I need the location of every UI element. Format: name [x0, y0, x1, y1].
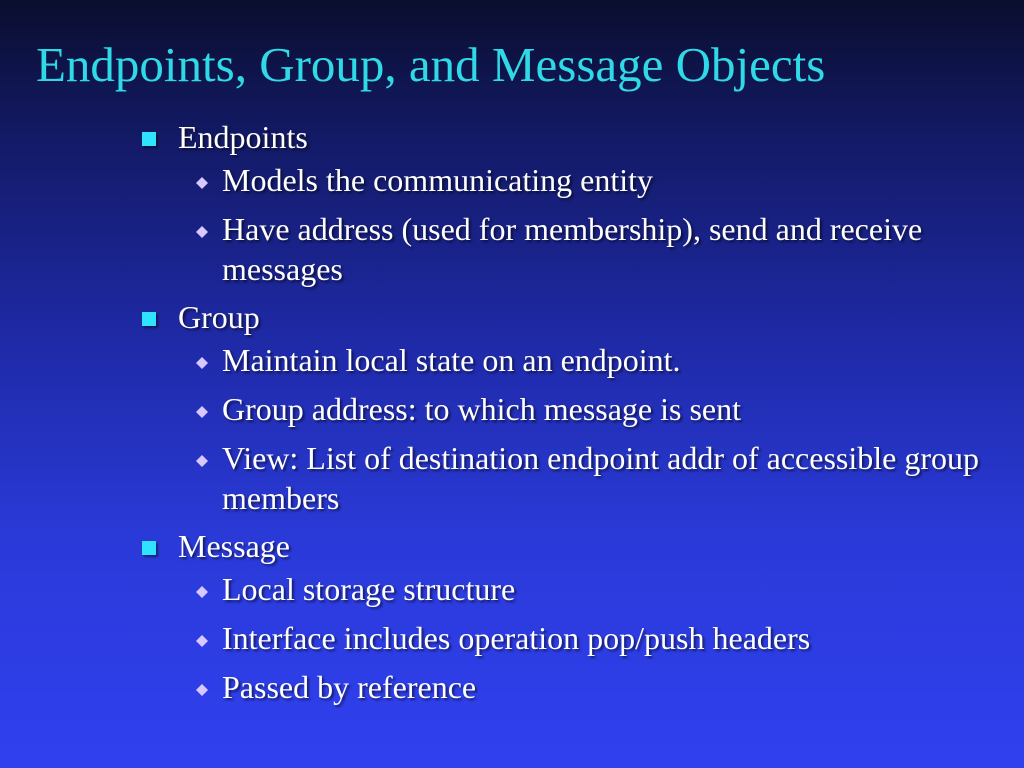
bullet-list — [140, 118, 1000, 716]
sub-bullet-text: Have address (used for membership), send and receive messages — [222, 211, 923, 287]
sub-bullet — [140, 389, 1000, 429]
sub-bullet — [140, 438, 1000, 518]
bullet-text: Message — [178, 528, 290, 564]
diamond-bullet-icon — [196, 177, 208, 189]
sub-bullet — [140, 209, 1000, 289]
bullet-message — [140, 527, 1000, 565]
square-bullet-icon — [142, 312, 156, 326]
sub-bullet — [140, 340, 1000, 380]
sub-bullet — [140, 569, 1000, 609]
sub-bullet — [140, 160, 1000, 200]
sub-bullet — [140, 667, 1000, 707]
sub-bullet-text: Passed by reference — [222, 669, 477, 705]
sub-bullet-text: Group address: to which message is sent — [222, 391, 742, 427]
square-bullet-icon — [142, 541, 156, 555]
diamond-bullet-icon — [196, 357, 208, 369]
slide-title: Endpoints, Group, and Message Objects — [36, 37, 826, 92]
diamond-bullet-icon — [196, 635, 208, 647]
diamond-bullet-icon — [196, 406, 208, 418]
diamond-bullet-icon — [196, 684, 208, 696]
sub-bullet — [140, 618, 1000, 658]
diamond-bullet-icon — [196, 586, 208, 598]
sub-bullet-text: Local storage structure — [222, 571, 516, 607]
bullet-group — [140, 298, 1000, 336]
square-bullet-icon — [142, 132, 156, 146]
sub-bullet-text: Interface includes operation pop/push headers — [222, 620, 811, 656]
diamond-bullet-icon — [196, 455, 208, 467]
sub-bullet-text: Models the communicating entity — [222, 162, 654, 198]
bullet-text: Group — [178, 299, 260, 335]
bullet-endpoints — [140, 118, 1000, 156]
sub-bullet-text: View: List of destination endpoint addr of accessible group members — [222, 440, 979, 516]
bullet-text: Endpoints — [178, 119, 308, 155]
sub-bullet-text: Maintain local state on an endpoint. — [222, 342, 681, 378]
diamond-bullet-icon — [196, 226, 208, 238]
